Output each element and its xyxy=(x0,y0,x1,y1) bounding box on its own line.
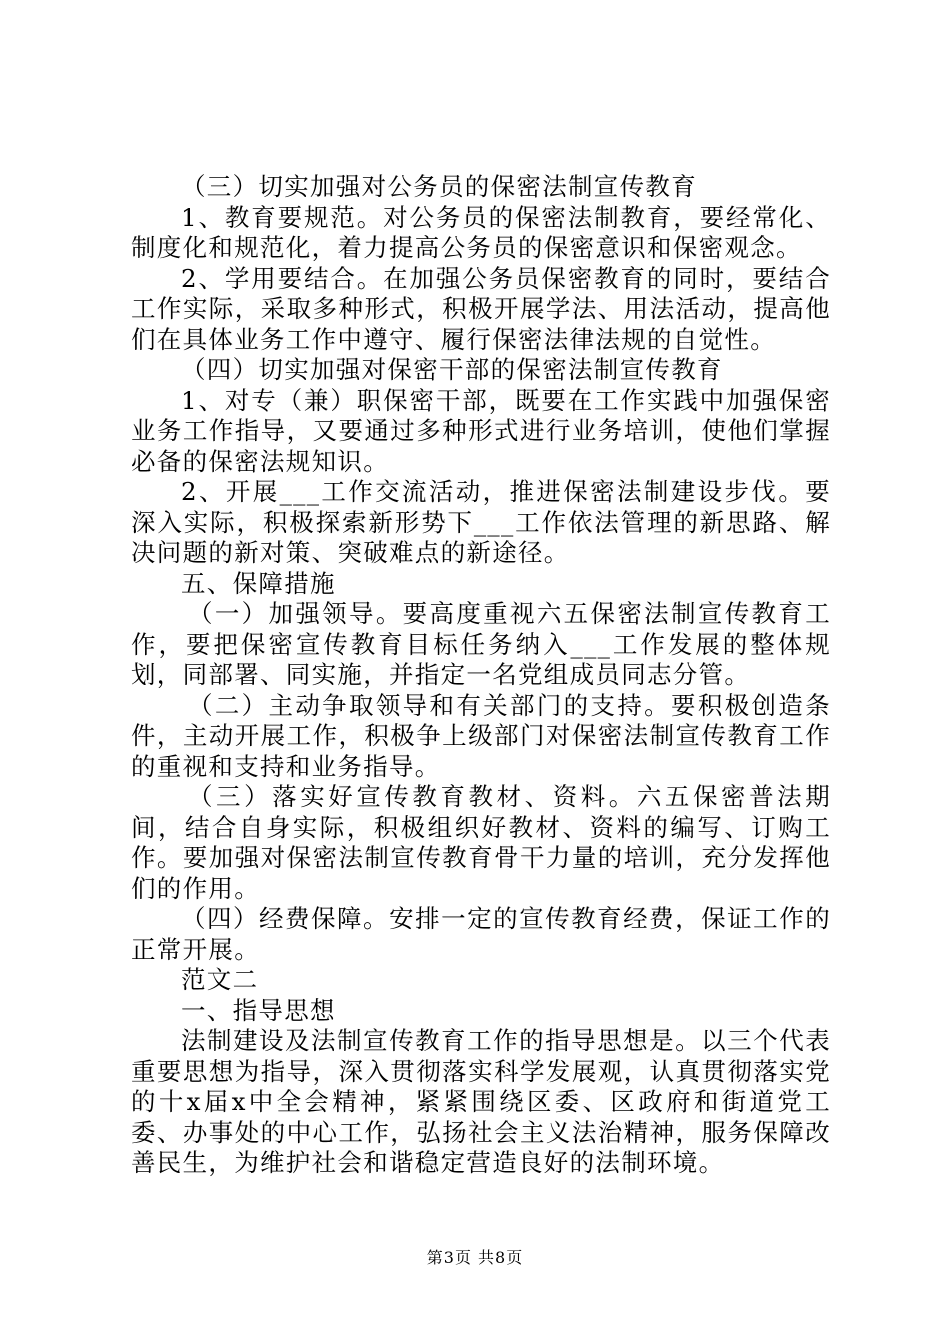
paragraph: （四）经费保障。安排一定的宣传教育经费，保证工作的正常开展。 xyxy=(131,904,831,964)
page-footer: 第3页 共8页 xyxy=(426,1248,524,1267)
paragraph: 1、对专（兼）职保密干部，既要在工作实践中加强保密业务工作指导，又要通过多种形式进行业务培训，使他们掌握必备的保密法规知识。 xyxy=(131,385,831,476)
section-heading: 五、保障措施 xyxy=(181,568,336,598)
section-heading: 一、指导思想 xyxy=(181,995,336,1025)
paragraph: （一）加强领导。要高度重视六五保密法制宣传教育工作，要把保密宣传教育目标任务纳入___工作发展的整体规划，同部署、同实施，并指定一名党组成员同志分管。 xyxy=(131,599,831,689)
paragraph: 法制建设及法制宣传教育工作的指导思想是。以三个代表重要思想为指导，深入贯彻落实科学发展观，认真贯彻落实党的十x届x中全会精神，紧紧围绕区委、区政府和街道党工委、办事处的中心工作，弘扬社会主义法治精神，服务保障改善民生，为维护社会和谐稳定营造良好的法制环境。 xyxy=(131,1026,831,1177)
document-body xyxy=(131,172,831,1179)
paragraph: （四）切实加强对保密干部的保密法制宣传教育 xyxy=(181,355,723,384)
paragraph: 1、教育要规范。对公务员的保密法制教育，要经常化、制度化和规范化，着力提高公务员的保密意识和保密观念。 xyxy=(131,202,831,262)
paragraph: （二）主动争取领导和有关部门的支持。要积极创造条件，主动开展工作，积极争上级部门对保密法制宣传教育工作的重视和支持和业务指导。 xyxy=(131,690,831,781)
paragraph: 2、学用要结合。在加强公务员保密教育的同时，要结合工作实际，采取多种形式，积极开展学法、用法活动，提高他们在具体业务工作中遵守、履行保密法律法规的自觉性。 xyxy=(131,263,831,354)
paragraph: （三）落实好宣传教育教材、资料。六五保密普法期间，结合自身实际，积极组织好教材、资料的编写、订购工作。要加强对保密法制宣传教育骨干力量的培训，充分发挥他们的作用。 xyxy=(131,782,831,903)
paragraph: 2、开展___工作交流活动，推进保密法制建设步伐。要深入实际，积极探索新形势下___工作依法管理的新思路、解决问题的新对策、突破难点的新途径。 xyxy=(131,477,831,567)
section-heading: 范文二 xyxy=(181,965,259,994)
paragraph: （三）切实加强对公务员的保密法制宣传教育 xyxy=(181,172,697,201)
